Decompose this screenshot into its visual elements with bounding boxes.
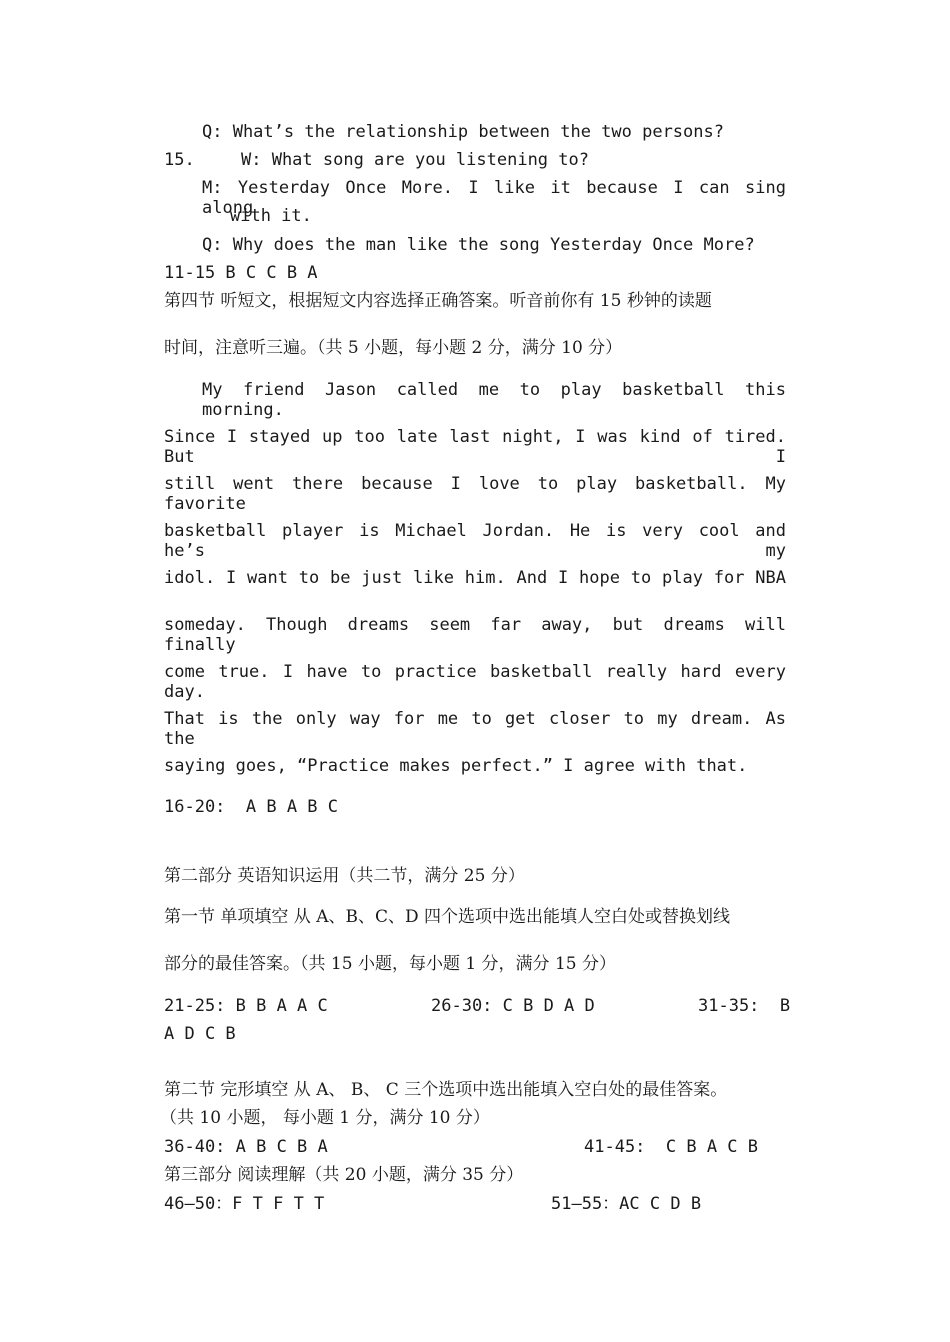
- passage-line: idol. I want to be just like him. And I hope to play for NBA: [164, 568, 786, 588]
- passage-line: someday. Though dreams seem far away, but dreams will finally: [164, 615, 786, 655]
- passage-line: basketball player is Michael Jordan. He is very cool and he’s my: [164, 521, 786, 561]
- part2-sec2-line1: 第二节 完形填空 从 A、 B、 C 三个选项中选出能填入空白处的最佳答案。: [164, 1080, 728, 1100]
- dialogue-man-15: M: Yesterday Once More. I like it because I can sing along: [202, 178, 786, 218]
- answers-41-45: 41-45: C B A C B: [584, 1137, 758, 1157]
- part2-sec2-line2: （共 10 小题， 每小题 1 分，满分 10 分）: [160, 1108, 490, 1128]
- part2-sec1-line1: 第一节 单项填空 从 A、B、C、D 四个选项中选出能填人空白处或替换划线: [164, 907, 731, 927]
- passage-line: My friend Jason called me to play basketball this morning.: [202, 380, 786, 420]
- part3-title: 第三部分 阅读理解（共 20 小题，满分 35 分）: [164, 1165, 524, 1185]
- section4-heading-line1: 第四节 听短文，根据短文内容选择正确答案。听音前你有 15 秒钟的读题: [164, 291, 712, 311]
- answers-46-50: 46—50：F T F T T: [164, 1194, 325, 1214]
- answers-26-30: 26-30: C B D A D: [431, 996, 595, 1016]
- passage-line: still went there because I love to play basketball. My favorite: [164, 474, 786, 514]
- answers-21-25: 21-25: B B A A C: [164, 996, 328, 1016]
- question-14: Q: What’s the relationship between the two persons?: [202, 122, 724, 142]
- question-15: Q: Why does the man like the song Yesterday Once More?: [202, 235, 755, 255]
- dialogue-woman-15: W: What song are you listening to?: [241, 150, 589, 170]
- answers-11-15: 11-15 B C C B A: [164, 263, 318, 283]
- passage-line: come true. I have to practice basketball really hard every day.: [164, 662, 786, 702]
- part2-sec1-line2: 部分的最佳答案。（共 15 小题，每小题 1 分，满分 15 分）: [164, 954, 617, 974]
- passage-line: saying goes, “Practice makes perfect.” I agree with that.: [164, 756, 748, 776]
- section4-heading-line2: 时间，注意听三遍。（共 5 小题，每小题 2 分，满分 10 分）: [164, 338, 623, 358]
- answers-51-55: 51—55：AC C D B: [551, 1194, 702, 1214]
- dialogue-man-15-cont: with it.: [230, 206, 312, 226]
- answers-16-20: 16-20: A B A B C: [164, 797, 338, 817]
- passage-line: Since I stayed up too late last night, I was kind of tired. But I: [164, 427, 786, 467]
- answers-31-35: 31-35: B: [698, 996, 791, 1016]
- answers-36-40: 36-40: A B C B A: [164, 1137, 328, 1157]
- part2-title: 第二部分 英语知识运用（共二节，满分 25 分）: [164, 866, 525, 886]
- item-number-15: 15.: [164, 150, 195, 170]
- answers-31-35-cont: A D C B: [164, 1024, 236, 1044]
- passage-line: That is the only way for me to get closer to my dream. As the: [164, 709, 786, 749]
